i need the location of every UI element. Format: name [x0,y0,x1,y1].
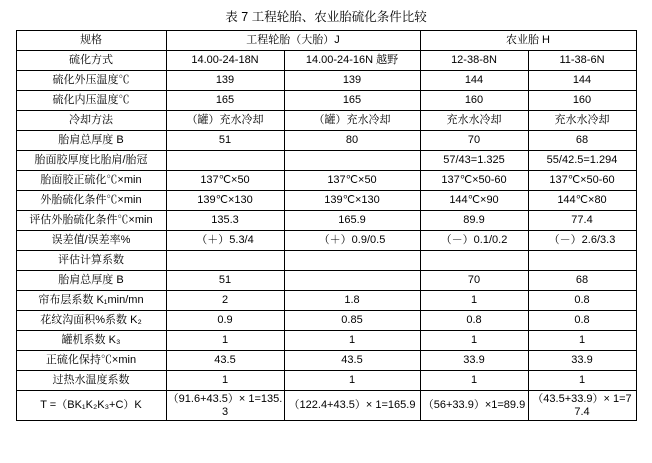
table-row [16,351,636,371]
row-value: 89.9 [420,211,528,231]
row-value: 1 [528,371,636,391]
row-value: 51 [166,131,284,151]
table-row [16,131,636,151]
row-label: 过热水温度系数 [16,371,166,391]
row-value [284,251,420,271]
row-value: 0.8 [528,311,636,331]
row-label: T =（BK₁K₂K₃+C）K [16,391,166,421]
row-value: 55/42.5=1.294 [528,151,636,171]
row-value: 68 [528,271,636,291]
row-label: 帘布层系数 K₁min/mn [16,291,166,311]
row-value [166,251,284,271]
row-value: 0.8 [420,311,528,331]
row-value: 0.8 [528,291,636,311]
row-value: 33.9 [420,351,528,371]
row-value: 1 [420,331,528,351]
row-value: 1 [284,371,420,391]
row-value: （罐）充水冷却 [166,111,284,131]
row-value: 51 [166,271,284,291]
row-label: 胎肩总厚度 B [16,131,166,151]
row-value: 139 [284,71,420,91]
row-value: 144℃×90 [420,191,528,211]
row-label: 评估外胎硫化条件℃×min [16,211,166,231]
row-label: 正硫化保持℃×min [16,351,166,371]
row-value: 2 [166,291,284,311]
row-value: 43.5 [166,351,284,371]
row-value [166,151,284,171]
row-label: 花纹沟面积%系数 K₂ [16,311,166,331]
row-value: 68 [528,131,636,151]
table-row [16,191,636,211]
row-value: 165 [166,91,284,111]
row-value: 80 [284,131,420,151]
row-value: （－）0.1/0.2 [420,231,528,251]
row-label: 外胎硫化条件℃×min [16,191,166,211]
table-row [16,231,636,251]
row-value: （91.6+43.5）× 1=135.3 [166,391,284,421]
row-value [420,251,528,271]
header-cell-engineering: 工程轮胎（大胎）J [166,31,420,51]
row-label: 硫化方式 [16,51,166,71]
row-value: 1 [166,331,284,351]
row-value [284,271,420,291]
row-value: 137℃×50 [284,171,420,191]
row-value: （罐）充水冷却 [284,111,420,131]
row-value: 139 [166,71,284,91]
table-row [16,371,636,391]
row-value: 0.85 [284,311,420,331]
row-value: （122.4+43.5）× 1=165.9 [284,391,420,421]
row-value: 144℃×80 [528,191,636,211]
row-value [528,251,636,271]
row-label: 胎面胶正硫化℃×min [16,171,166,191]
row-value: 1 [420,371,528,391]
header-cell-agriculture: 农业胎 H [420,31,636,51]
row-value [284,151,420,171]
table-row [16,171,636,191]
row-value: 33.9 [528,351,636,371]
row-value: （＋）0.9/0.5 [284,231,420,251]
row-value: 139℃×130 [284,191,420,211]
row-label: 罐机系数 K₃ [16,331,166,351]
row-value: 77.4 [528,211,636,231]
page-title: 表 7 工程轮胎、农业胎硫化条件比较 [225,10,427,24]
table-header-row [16,31,636,51]
row-value: （＋）5.3/4 [166,231,284,251]
row-label: 评估计算系数 [16,251,166,271]
row-label: 硫化外压温度℃ [16,71,166,91]
row-value: 14.00-24-18N [166,51,284,71]
row-value: 137℃×50-60 [528,171,636,191]
row-value: 70 [420,271,528,291]
table-row [16,251,636,271]
row-value: 135.3 [166,211,284,231]
row-value: 160 [528,91,636,111]
row-value: 1 [166,371,284,391]
header-cell-spec: 规格 [16,31,166,51]
row-value: 160 [420,91,528,111]
row-value: 165.9 [284,211,420,231]
row-value: （43.5+33.9）× 1=77.4 [528,391,636,421]
row-value: 1 [420,291,528,311]
table-row [16,71,636,91]
table-row [16,211,636,231]
table-row [16,271,636,291]
row-value: 充水水冷却 [420,111,528,131]
table-row [16,391,636,421]
row-value: 144 [420,71,528,91]
row-value: 14.00-24-16N 越野 [284,51,420,71]
row-label: 胎肩总厚度 B [16,271,166,291]
row-value: 1 [528,331,636,351]
row-value: 165 [284,91,420,111]
row-value: 充水水冷却 [528,111,636,131]
row-value: 12-38-8N [420,51,528,71]
row-value: 144 [528,71,636,91]
row-label: 误差值/误差率% [16,231,166,251]
table-row [16,111,636,131]
row-value: 139℃×130 [166,191,284,211]
table-row [16,311,636,331]
table-row [16,331,636,351]
table-row [16,51,636,71]
row-value: 137℃×50-60 [420,171,528,191]
row-value: 11-38-6N [528,51,636,71]
row-label: 胎面胶厚度比胎肩/胎冠 [16,151,166,171]
row-value: 1.8 [284,291,420,311]
row-value: 57/43=1.325 [420,151,528,171]
comparison-table [16,30,637,421]
row-label: 硫化内压温度℃ [16,91,166,111]
table-row [16,91,636,111]
row-value: 43.5 [284,351,420,371]
row-value: 0.9 [166,311,284,331]
table-row [16,151,636,171]
row-value: 70 [420,131,528,151]
row-value: 1 [284,331,420,351]
table-row [16,291,636,311]
row-value: 137℃×50 [166,171,284,191]
row-value: （56+33.9）×1=89.9 [420,391,528,421]
row-label: 冷却方法 [16,111,166,131]
row-value: （－）2.6/3.3 [528,231,636,251]
